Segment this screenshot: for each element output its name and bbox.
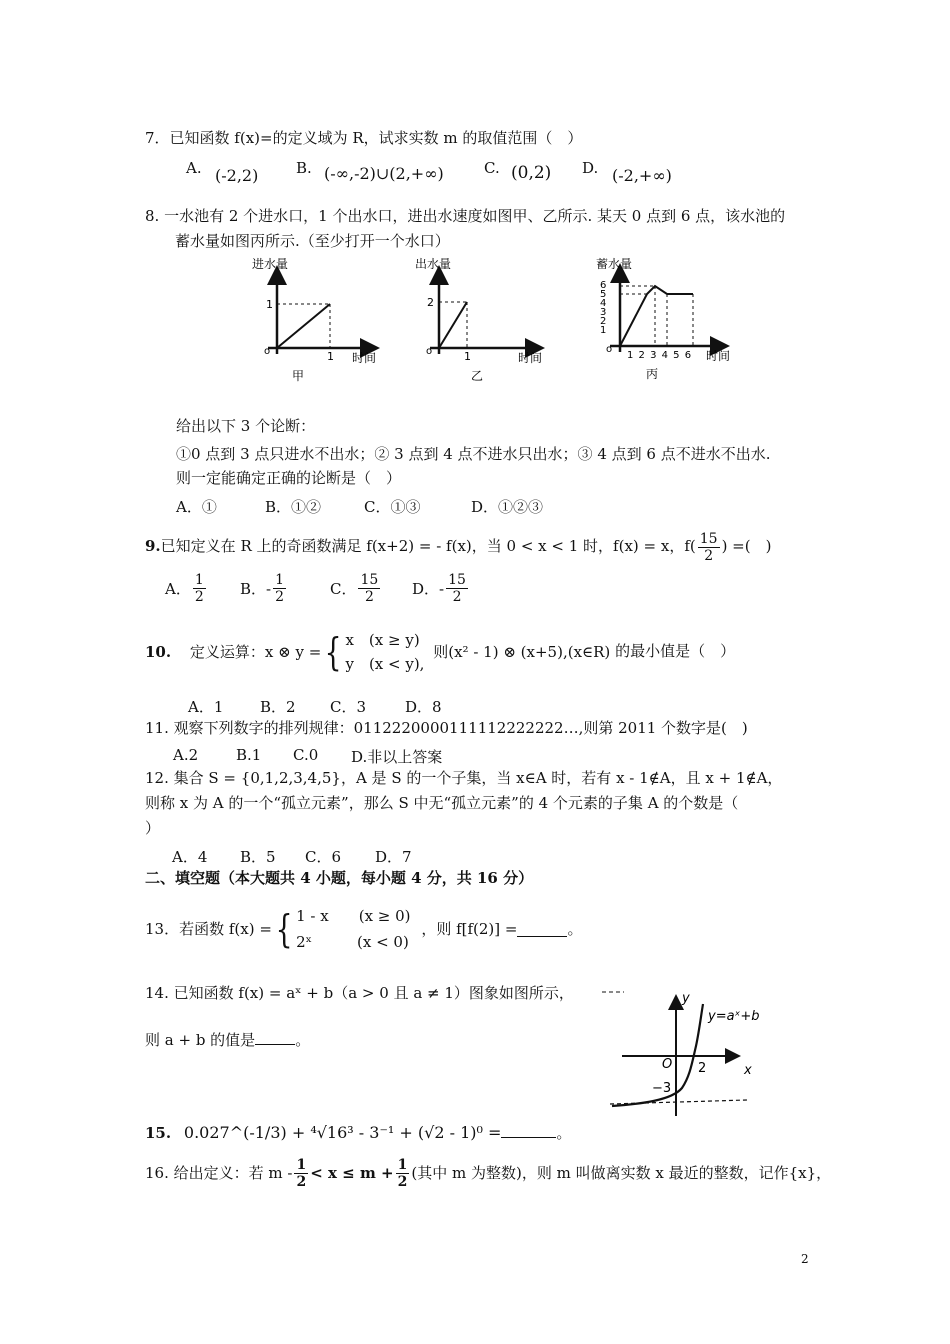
y-tick-2: 2 [427, 296, 434, 309]
q10-cases: x (x ≥ y) y (x < y), [345, 631, 425, 673]
q9-stem [145, 526, 771, 566]
q11-stem: 11. 观察下列数字的排列规律：0112220000111112222222…,则第 2011 个数字是( ) [145, 719, 748, 737]
label-o: O [662, 1057, 673, 1072]
q9-tail: ) =( ) [721, 537, 772, 555]
ylabel: 出水量 [415, 257, 452, 271]
q9-opt-a: A． $\frac{1}{2}$ [165, 572, 204, 605]
q14-line2: 则 a + b 的值是 。 [145, 1031, 311, 1049]
q8-opt-b: B．①② [265, 498, 322, 516]
graph-bing [590, 256, 750, 386]
q7-opt-a: (-2,2) [215, 166, 259, 185]
q12-line2: 则称 x 为 A 的一个“孤立元素”，那么 S 中无“孤立元素”的 4 个元素的子集 A 的个数是（ [145, 794, 739, 812]
q15-stem: 15. 0.027^(-1/3) + ⁴√16³ - 3⁻¹ + (√2 - 1)⁰ = 。 [145, 1123, 572, 1142]
q8-opt-a: A．① [176, 498, 217, 516]
caption: 丙 [646, 367, 659, 381]
q10-opt-d: D．8 [405, 698, 442, 716]
label-y: y [682, 991, 690, 1006]
q10-opt-a: A．1 [188, 698, 224, 716]
q7-opt-d-label: D. [582, 159, 599, 177]
page-number: 2 [801, 1252, 809, 1266]
q12-opt-a: A．4 [172, 848, 208, 866]
ylabel: 蓄水量 [596, 257, 633, 271]
q8-line1: 8. 一水池有 2 个进水口，1 个出水口，进出水速度如图甲、乙所示. 某天 0 点到 6 点，该水池的 [145, 207, 786, 225]
q12-line3: ） [145, 819, 161, 837]
q10-mid: 则(x² - 1) ⊗ (x+5),(x∈R) [433, 643, 611, 661]
q8-given: 给出以下 3 个论断： [176, 417, 316, 435]
q7-opt-c: (0,2) [511, 163, 552, 183]
q11-opt-b: B.1 [236, 746, 262, 764]
q8-line2: 蓄水量如图丙所示.（至少打开一个水口） [175, 232, 450, 250]
q11-opt-c: C.0 [293, 746, 319, 764]
label-x: x [744, 1063, 752, 1078]
q9-text: 已知定义在 R 上的奇函数满足 f(x+2) = - f(x)，当 0 < x < 1 时，f(x) = x，f( [160, 537, 696, 555]
q13-cases: 1 - x (x ≥ 0) 2ˣ (x < 0) [296, 907, 411, 951]
q16-stem: 16. 给出定义：若 m - $\frac{1}{2}$ < x ≤ m + $\frac{1}{2}$ (其中 m 为整数)，则 m 叫做离实数 x 最近的整数，记作{x}， [145, 1156, 832, 1190]
q16-mid: < x ≤ m + [310, 1164, 394, 1182]
xlabel: 时间 [518, 351, 543, 365]
q15-answer-blank[interactable] [501, 1123, 556, 1138]
q12-opt-d: D．7 [375, 848, 412, 866]
q13-stem: 13．若函数 f(x) ={ 1 - x (x ≥ 0) 2ˣ (x < 0) ，则 f[f(2)] = 。 [145, 900, 583, 957]
q9-fraction: $\frac{15}{2}$ [699, 530, 718, 564]
q8-opt-d: D．①②③ [471, 498, 544, 516]
y-tick-1: 1 [266, 298, 273, 311]
q8-opt-c: C．①③ [364, 498, 421, 516]
x-tick-1: 1 [464, 350, 471, 363]
origin: o [426, 346, 433, 357]
q9-opt-d: D．- $\frac{15}{2}$ [412, 572, 466, 605]
q7-opt-b: (-∞,-2)∪(2,+∞) [324, 164, 444, 183]
q12-opt-b: B．5 [240, 848, 276, 866]
q14-answer-blank[interactable] [255, 1030, 295, 1045]
section2-heading: 二、填空题（本大题共 4 小题，每小题 4 分，共 16 分） [145, 869, 534, 887]
q12-line1: 12. 集合 S = {0,1,2,3,4,5}，A 是 S 的一个子集，当 x∈A 时，若有 x - 1∉A，且 x + 1∉A， [145, 769, 783, 787]
q8-ask: 则一定能确定正确的论断是（ ） [176, 469, 402, 487]
graph-yi [405, 256, 560, 386]
q13-answer-blank[interactable] [517, 922, 567, 937]
q10-number: 10. [145, 643, 172, 661]
q13-tail: ，则 f[f(2)] = [421, 920, 518, 938]
q16-tail: (其中 m 为整数)，则 m 叫做离实数 x 最近的整数，记作{x}， [411, 1164, 832, 1182]
label-eq: y=aˣ+b [708, 1009, 760, 1024]
origin: o [606, 344, 613, 355]
q7-opt-b-label: B. [296, 159, 312, 177]
label-m3: −3 [652, 1081, 672, 1096]
q11-opt-a: A.2 [173, 746, 199, 764]
y-ticks: 6 5 4 3 2 1 [600, 280, 607, 336]
q10-lead: 定义运算：x ⊗ y = [189, 643, 322, 661]
q14-graph [602, 988, 782, 1118]
q7-opt-a-label: A. [186, 159, 202, 177]
q8-claims: ①0 点到 3 点只进水不出水；② 3 点到 4 点不进水只出水；③ 4 点到 6 点不进水不出水. [176, 445, 771, 463]
q16-lead: 16. 给出定义：若 m - [145, 1164, 293, 1182]
q11-opt-d: D.非以上答案 [351, 748, 443, 766]
xlabel: 时间 [706, 349, 731, 363]
q12-opt-c: C．6 [305, 848, 342, 866]
q10-tail: 的最小值是（ ） [615, 642, 736, 660]
q15-number: 15. [145, 1124, 172, 1142]
q14-line1: 14. 已知函数 f(x) = aˣ + b（a > 0 且 a ≠ 1）图象如图所示， [145, 984, 574, 1002]
q10-stem: 10. 定义运算：x ⊗ y ={ x (x ≥ y) y (x < y), 则(x² - 1) ⊗ (x+5),(x∈R) 的最小值是（ ） [145, 630, 736, 674]
x-tick-1: 1 [327, 350, 334, 363]
rate-line [277, 304, 330, 348]
caption: 乙 [471, 369, 484, 383]
ylabel: 进水量 [252, 257, 289, 271]
q9-opt-b: B．- $\frac{1}{2}$ [240, 572, 285, 605]
q7-opt-c-label: C. [484, 159, 500, 177]
graph-jia [240, 256, 390, 386]
storage-line [620, 286, 693, 346]
q7-opt-d: (-2,+∞) [612, 166, 672, 185]
x-ticks: 1 2 3 4 5 6 [627, 350, 693, 361]
xlabel: 时间 [352, 351, 377, 365]
caption: 甲 [292, 369, 305, 383]
q9-opt-c: C． $\frac{15}{2}$ [330, 572, 379, 605]
q10-opt-b: B．2 [260, 698, 296, 716]
q15-expr: 0.027^(-1/3) + ⁴√16³ - 3⁻¹ + (√2 - 1)⁰ = [183, 1123, 502, 1142]
origin: o [264, 346, 271, 357]
q7-stem: 7．已知函数 f(x)=的定义域为 R，试求实数 m 的取值范围（ ） [145, 129, 583, 147]
q9-number: 9. [145, 537, 161, 555]
label-2: 2 [698, 1061, 707, 1076]
rate-line [439, 302, 467, 348]
q13-lead: 13．若函数 f(x) = [145, 920, 272, 938]
q10-opt-c: C．3 [330, 698, 367, 716]
